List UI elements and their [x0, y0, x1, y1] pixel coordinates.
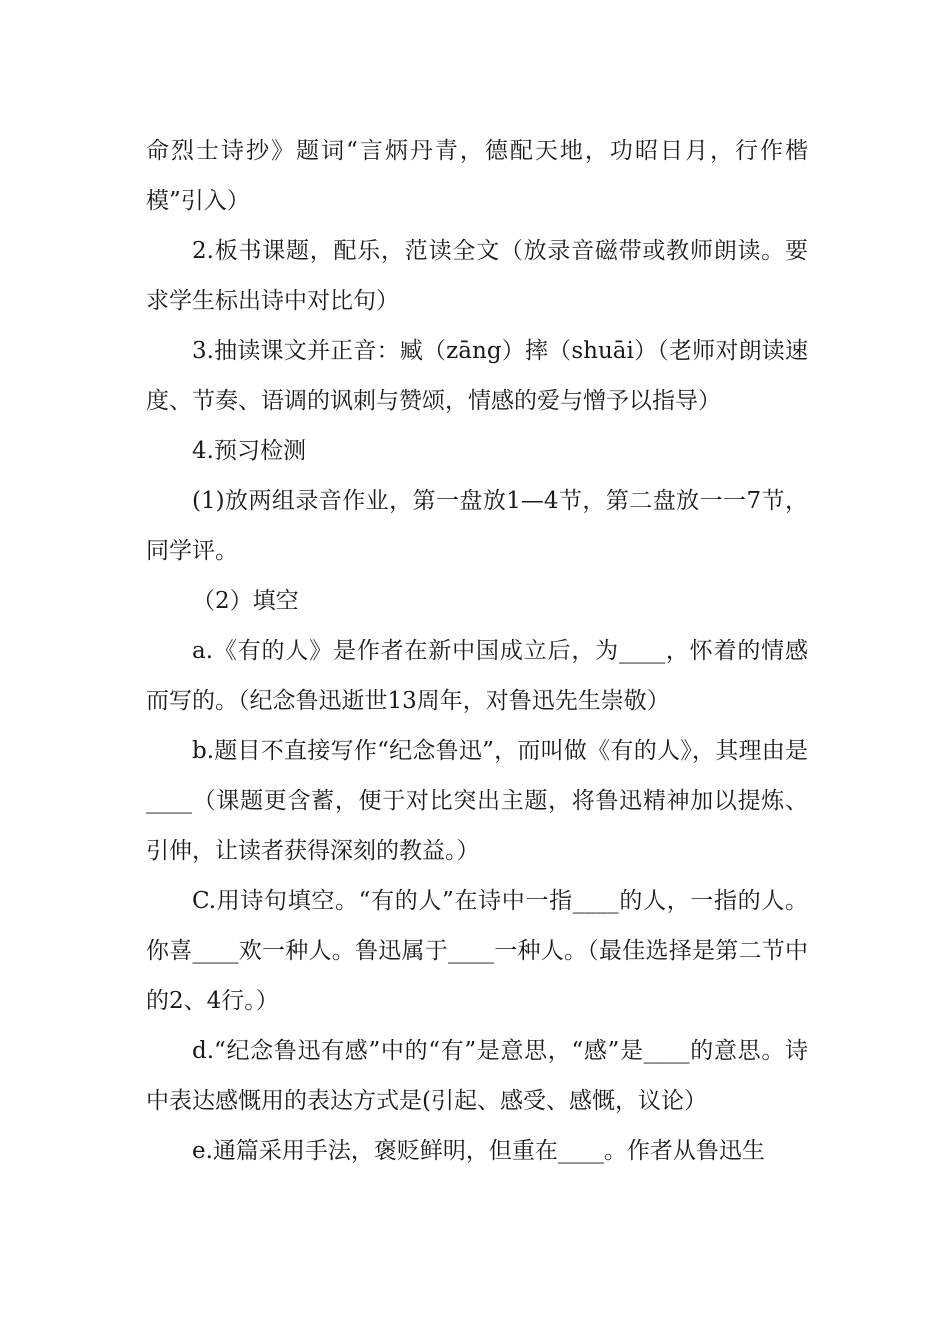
paragraph-item-1: (1)放两组录音作业，第一盘放1—4节，第二盘放一一7节，同学评。: [146, 488, 808, 564]
paragraph-step-3: 3.抽读课文并正音：臧（zāng）摔（shuāi）（老师对朗读速度、节奏、语调的讽刺与赞颂，情感的爱与憎予以指导）: [146, 338, 808, 414]
paragraph-question-b: b.题目不直接写作“纪念鲁迅”，而叫做《有的人》，其理由是____（课题更含蓄，便于对比突出主题，将鲁迅精神加以提炼、引伸，让读者获得深刻的教益。）: [146, 738, 808, 864]
paragraph-item-2: （2）填空: [192, 588, 299, 614]
paragraph-question-a: a.《有的人》是作者在新中国成立后，为____，怀着的情感而写的。（纪念鲁迅逝世13周年，对鲁迅先生崇敬）: [146, 638, 808, 714]
paragraph-question-e: e.通篇采用手法，褒贬鲜明，但重在____。作者从鲁迅生: [192, 1138, 765, 1164]
paragraph-step-2: 2.板书课题，配乐，范读全文（放录音磁带或教师朗读。要求学生标出诗中对比句）: [146, 238, 808, 314]
paragraph-question-c: C.用诗句填空。“有的人”在诗中一指____的人，一指的人。你喜____欢一种人。鲁迅属于____一种人。（最佳选择是第二节中的2、4行。）: [146, 888, 808, 1014]
document-body: [146, 126, 808, 1176]
paragraph-step-4: 4.预习检测: [192, 438, 306, 464]
paragraph-intro-continuation: 命烈士诗抄》题词“言炳丹青，德配天地，功昭日月，行作楷模”引入）: [146, 138, 808, 214]
paragraph-question-d: d.“纪念鲁迅有感”中的“有”是意思，“感”是____的意思。诗中表达感慨用的表达方式是(引起、感受、感慨，议论）: [146, 1038, 808, 1114]
